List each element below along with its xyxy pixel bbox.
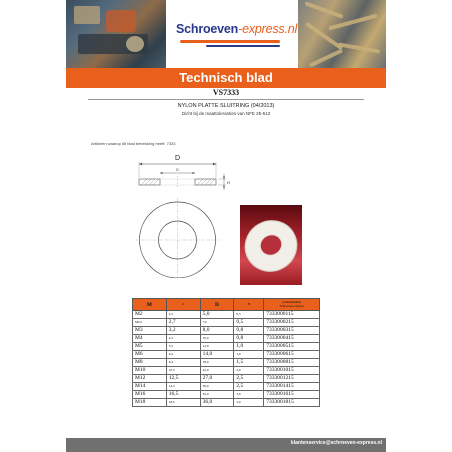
cell-article: 7333001615 <box>264 391 320 399</box>
cell-D: 7,0 <box>200 319 234 327</box>
cell-M: M5 <box>133 343 167 351</box>
cell-H: 0,8 <box>234 335 264 343</box>
logo-text: Schroeven-express.nl <box>176 22 298 36</box>
cell-D: 27,0 <box>200 375 234 383</box>
table-row <box>133 399 320 407</box>
cell-D: 12,0 <box>200 343 234 351</box>
col-header-H: H <box>234 299 264 311</box>
cell-H: 3,0 <box>234 391 264 399</box>
table-row <box>133 327 320 335</box>
col-header-D: D <box>200 299 234 311</box>
cell-D: 8,0 <box>200 327 234 335</box>
cell-H: 0,8 <box>234 327 264 335</box>
cell-article: 7333000615 <box>264 351 320 359</box>
cell-M: M3 <box>133 327 167 335</box>
cell-D: 18,0 <box>200 359 234 367</box>
col-header-d: d <box>166 299 200 311</box>
table-row <box>133 343 320 351</box>
cell-H: 0,5 <box>234 319 264 327</box>
cell-H: 1,5 <box>234 359 264 367</box>
cell-M: M2,5 <box>133 319 167 327</box>
cell-D: 14,0 <box>200 351 234 359</box>
cell-D: 36,0 <box>200 399 234 407</box>
cell-M: M6 <box>133 351 167 359</box>
table-header-row <box>133 299 320 311</box>
table-row <box>133 311 320 319</box>
col-header-article-sub: Schroeven-express <box>279 303 304 308</box>
cell-article: 7333000415 <box>264 335 320 343</box>
cell-d: 12,5 <box>166 375 200 383</box>
cell-d: 16,5 <box>166 391 200 399</box>
logo <box>166 0 298 68</box>
dimensions-table <box>132 298 320 407</box>
cell-H: 1,0 <box>234 351 264 359</box>
cell-d: 3,2 <box>166 327 200 335</box>
cell-d: 6,4 <box>166 351 200 359</box>
cell-H: 2,5 <box>234 375 264 383</box>
cell-M: M14 <box>133 383 167 391</box>
product-code: VS7333 <box>212 88 240 97</box>
table-row <box>133 319 320 327</box>
cell-d: 10,5 <box>166 367 200 375</box>
cell-M: M12 <box>133 375 167 383</box>
cell-article: 7333000815 <box>264 359 320 367</box>
cell-M: M18 <box>133 399 167 407</box>
technical-sheet-page <box>66 0 386 452</box>
logo-swoosh <box>180 40 280 43</box>
footer-email[interactable]: klantenservice@schroeven-express.nl <box>290 440 382 446</box>
cell-H: 2,0 <box>234 367 264 375</box>
table-row <box>133 351 320 359</box>
cell-article: 7333000515 <box>264 343 320 351</box>
table-row <box>133 391 320 399</box>
cell-d: 14,5 <box>166 383 200 391</box>
col-header-M: M <box>133 299 167 311</box>
logo-swoosh-secondary <box>206 45 280 47</box>
cell-d: 2,7 <box>166 319 200 327</box>
cell-D: 22,0 <box>200 367 234 375</box>
cell-D: 10,0 <box>200 335 234 343</box>
cell-M: M2 <box>133 311 167 319</box>
cell-M: M8 <box>133 359 167 367</box>
cell-H: 2,5 <box>234 383 264 391</box>
cell-article: 7333000115 <box>264 311 320 319</box>
cell-H: 3,0 <box>234 399 264 407</box>
cell-article: 7333001015 <box>264 367 320 375</box>
cell-article: 7333001215 <box>264 375 320 383</box>
table-row <box>133 335 320 343</box>
table-row <box>133 375 320 383</box>
cell-article: 7333000315 <box>264 327 320 335</box>
cell-D: 5,0 <box>200 311 234 319</box>
cell-H: 0,5 <box>234 311 264 319</box>
product-subtitle: Dicht bij de maattoleranties van NFE 25-513 <box>181 111 271 116</box>
cell-d: 18,5 <box>166 399 200 407</box>
cell-article: 7333000215 <box>264 319 320 327</box>
dim-H-label: H <box>227 180 230 185</box>
screws-photo <box>298 0 386 68</box>
cell-d: 5,3 <box>166 343 200 351</box>
cell-d: 2,2 <box>166 311 200 319</box>
tools-photo <box>66 0 166 68</box>
table-row <box>133 367 320 375</box>
col-header-article-label: Artikelnummer <box>281 299 302 304</box>
dim-D-label: D <box>174 155 181 162</box>
divider <box>88 99 364 100</box>
cell-d: 4,3 <box>166 335 200 343</box>
table-row <box>133 383 320 391</box>
cell-D: 32,0 <box>200 391 234 399</box>
product-name: NYLON PLATTE SLUITRING (04/2013) <box>177 103 275 109</box>
table-row <box>133 359 320 367</box>
cell-article: 7333001415 <box>264 383 320 391</box>
dim-d-label: D <box>176 168 179 172</box>
header-banner <box>66 0 386 68</box>
cell-M: M10 <box>133 367 167 375</box>
cell-D: 30,0 <box>200 383 234 391</box>
articles-note: Artikelen waarop dit blad betrekking heeft: 7333 <box>91 141 176 146</box>
washer-photo <box>240 205 302 285</box>
cell-M: M16 <box>133 391 167 399</box>
cell-d: 8,4 <box>166 359 200 367</box>
col-header-article <box>264 299 320 311</box>
cell-H: 1,0 <box>234 343 264 351</box>
cell-article: 7333001815 <box>264 399 320 407</box>
cell-M: M4 <box>133 335 167 343</box>
washer-drawing <box>136 148 246 278</box>
sheet-title: Technisch blad <box>179 70 273 85</box>
